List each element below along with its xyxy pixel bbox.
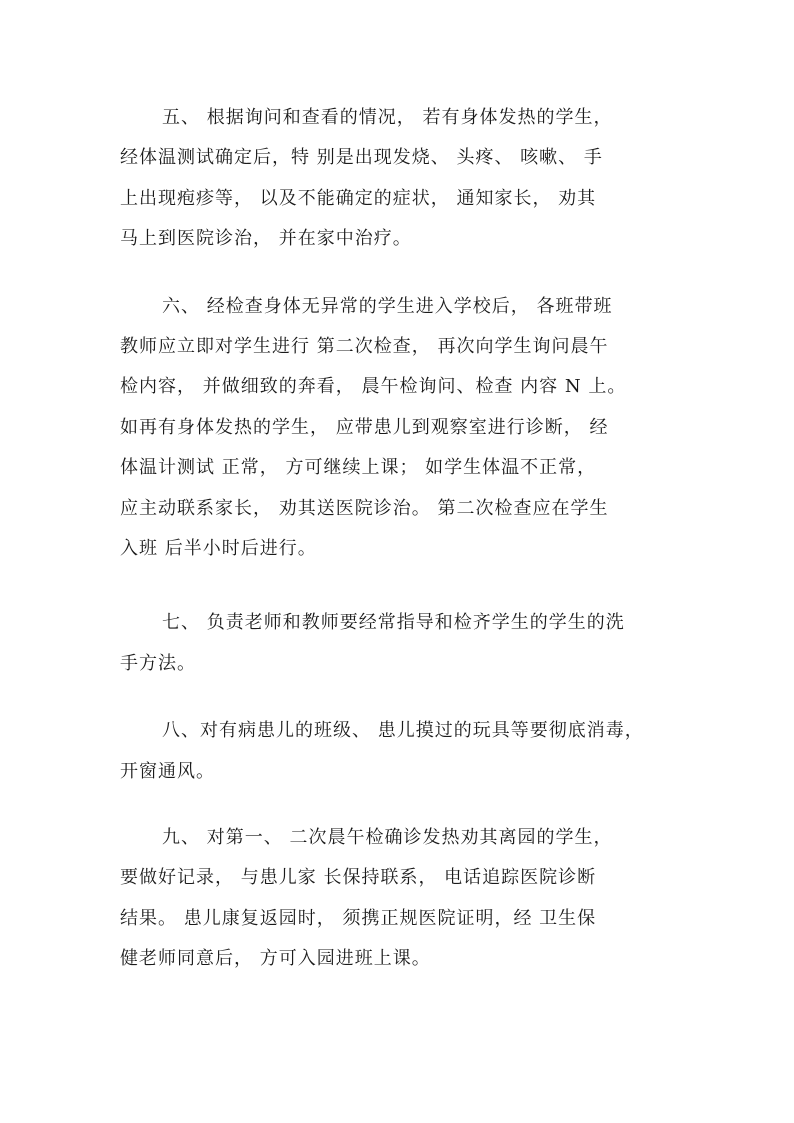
paragraph-line: 八、对有病患儿的班级、 患儿摸过的玩具等要彻底消毒， [162,720,644,741]
paragraph-line: 马上到医院诊治， 并在家中治疗。 [120,228,412,249]
paragraph-line: 体温计测试 正常， 方可继续上课； 如学生体温不正常， [120,457,597,478]
paragraph-line: 如再有身体发热的学生， 应带患儿到观察室进行诊断， 经 [120,417,609,438]
paragraph-line: 七、 负责老师和教师要经常指导和检齐学生的学生的洗 [162,612,625,633]
paragraph-line: 开窗通风。 [120,761,215,782]
paragraph-line: 要做好记录， 与患儿家 长保持联系， 电话追踪医院诊断 [120,867,597,888]
paragraph-line: 结果。 患儿康复返园时， 须携正规医院证明，经 卫生保 [120,908,597,929]
paragraph-line: 九、 对第一、 二次晨午检确诊发热劝其离园的学生， [162,827,613,848]
paragraph-line: 六、 经检查身体无异常的学生进入学校后， 各班带班 [162,296,613,317]
paragraph-line: 五、 根据询问和查看的情况， 若有身体发热的学生， [162,107,613,128]
paragraph-line: 入班 后半小时后进行。 [120,538,317,559]
paragraph-line: 上出现疱疹等， 以及不能确定的症状， 通知家长， 劝其 [120,188,597,209]
paragraph-line: 手方法。 [120,653,196,674]
paragraph-line: 经体温测试确定后，特 别是出现发烧、 头疼、 咳嗽、 手 [120,147,603,168]
paragraph-line: 教师应立即对学生进行 第二次检查， 再次向学生询问晨午 [120,336,609,357]
paragraph-line: 检内容， 并做细致的奔看， 晨午检询问、检查 内容 N 上。 [120,376,627,397]
paragraph-line: 应主动联系家长， 劝其送医院诊治。 第二次检查应在学生 [120,498,609,519]
paragraph-line: 健老师同意后， 方可入园进班上课。 [120,948,431,969]
